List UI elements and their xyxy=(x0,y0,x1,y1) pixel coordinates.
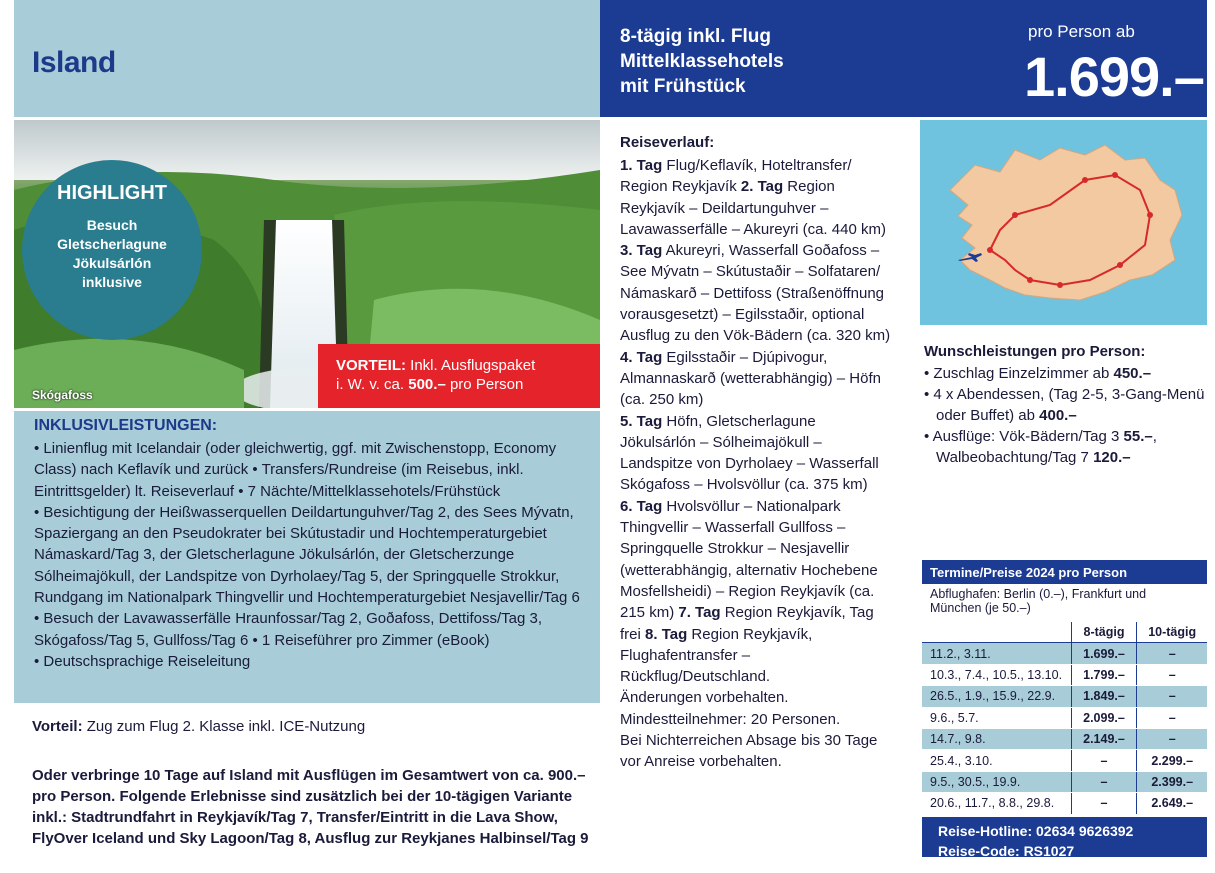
day-text: Egilsstaðir – Djúpivogur, Almannaskarð (wetterabhängig) – Höfn (ca. 250 km) xyxy=(620,348,881,409)
day-label: 7. Tag xyxy=(678,604,721,622)
wishes-list xyxy=(924,363,1209,468)
iceland-landmass xyxy=(950,145,1182,300)
wish-price: 400.– xyxy=(1039,407,1077,424)
price-10-cell: – xyxy=(1137,664,1207,685)
table-row xyxy=(922,793,1207,814)
hotline-number: Reise-Hotline: 02634 9626392 xyxy=(938,823,1134,839)
day-text: Region Reykjavík, Flughafentransfer – Rückflug/Deutschland. xyxy=(620,625,813,686)
feature-line: mit Frühstück xyxy=(620,76,746,97)
wish-text: • Zuschlag Einzelzimmer ab xyxy=(924,365,1110,382)
route-stop xyxy=(1027,277,1033,283)
inclusion-item: • Besuch der Lavawasserfälle Hraunfossar/Tag 2, Goðafoss, Dettifoss/Tag 3, Skógafoss/Tag 5, Gullfoss/Tag 6 • 1 Reiseführer pro Zimmer (eBook) xyxy=(34,610,543,649)
inclusions-list xyxy=(34,438,596,672)
table-header-row xyxy=(922,622,1207,643)
date-cell: 9.5., 30.5., 19.9. xyxy=(922,771,1071,792)
route-stop xyxy=(1082,177,1088,183)
inclusions-title: INKLUSIVLEISTUNGEN: xyxy=(34,417,218,434)
vorteil-label: VORTEIL: xyxy=(336,357,406,374)
day-label: 2. Tag xyxy=(740,178,784,196)
day-label: 1. Tag xyxy=(620,157,663,174)
itinerary-note: Mindestteilnehmer: 20 Personen. xyxy=(620,710,841,728)
highlight-title: HIGHLIGHT xyxy=(57,182,167,204)
day-text: Region Reykjavík, Tag frei xyxy=(620,604,874,643)
route-stop xyxy=(1117,262,1123,268)
day-label: 3. Tag xyxy=(620,242,663,260)
inclusion-item: • Deutschsprachige Reiseleitung xyxy=(34,652,251,670)
itinerary-note: Änderungen vorbehalten. xyxy=(620,689,789,707)
day-label: 5. Tag xyxy=(620,412,663,430)
price-table-title: Termine/Preise 2024 pro Person xyxy=(930,565,1128,580)
price-10-cell: 2.299.– xyxy=(1137,750,1207,771)
day-label: 8. Tag xyxy=(645,625,688,643)
route-stop xyxy=(1057,282,1063,288)
itinerary-days xyxy=(620,155,894,240)
col-8-header: 8-tägig xyxy=(1071,622,1137,643)
price-10-cell: 2.399.– xyxy=(1137,771,1207,792)
inclusion-item: • Besichtigung der Heißwasserquellen Deildartunguhver/Tag 2, des Sees Mývatn, Spaziergang an den Pseudokrater bei Skútustadir und Hochtemperaturgebiet Námaskard/Tag 3, der Gletscherlagune Jökulsárlón, der Gletscherzunge Sólheimajökull, der Landspitze von Dyrholaey/Tag 5, der Springquelle Strokkur, Rundgang im Nationalpark Thingvellir und Hochtemperaturgebiet Nesjavellir/Tag 6 xyxy=(34,503,580,607)
itinerary-body xyxy=(620,155,894,773)
price-10-cell: 2.649.– xyxy=(1137,793,1207,814)
price-8-cell: 1.849.– xyxy=(1071,686,1137,707)
vorteil-amount: 500.– xyxy=(408,376,446,393)
table-row xyxy=(922,707,1207,728)
route-stop xyxy=(1112,172,1118,178)
price-8-cell: 1.699.– xyxy=(1071,643,1137,664)
photo-caption: Skógafoss xyxy=(32,388,93,402)
rail-advantage-label: Vorteil: xyxy=(32,718,83,735)
rail-advantage-text: Zug zum Flug 2. Klasse inkl. ICE-Nutzung xyxy=(86,718,366,735)
wish-price: 120.– xyxy=(1093,449,1131,466)
date-cell: 26.5., 1.9., 15.9., 22.9. xyxy=(922,686,1071,707)
feature-line: Mittelklassehotels xyxy=(620,51,784,72)
price-8-cell: – xyxy=(1071,793,1137,814)
route-stop xyxy=(1147,212,1153,218)
page-title: Island xyxy=(32,46,116,79)
day-text: Hvolsvöllur – Nationalpark Thingvellir – Wasserfall Gullfoss – Springquelle Strokkur – Nesjavellir (wetterabhängig, alternativ Hochebene Mosfellsheidi) – Region Reykjavík (ca. 215 km) xyxy=(620,497,878,622)
price-8-cell: – xyxy=(1071,750,1137,771)
price-10-cell: – xyxy=(1137,728,1207,749)
wish-text: • Ausflüge: Vök-Bädern/Tag 3 xyxy=(924,428,1120,445)
price-10-cell: – xyxy=(1137,643,1207,664)
route-stop xyxy=(987,247,993,253)
price-8-cell: 2.099.– xyxy=(1071,707,1137,728)
day-text: Flug/Keflavík, Hoteltransfer/ Region Reykjavík xyxy=(620,157,852,196)
price-10-cell: – xyxy=(1137,707,1207,728)
wish-item xyxy=(924,363,1209,384)
iceland-route-map xyxy=(920,120,1207,325)
wish-price: 450.– xyxy=(1113,365,1152,382)
price-table xyxy=(922,622,1207,815)
vorteil-text-2: i. W. v. ca. xyxy=(336,376,405,393)
wish-item xyxy=(924,426,1209,468)
hotline-box xyxy=(922,817,1207,857)
day-label: 6. Tag xyxy=(620,497,663,515)
table-row xyxy=(922,771,1207,792)
itinerary-days xyxy=(620,496,894,688)
day-text: Region Reykjavík – Deildartunguhver – Lavawasserfälle – Akureyri (ca. 440 km) xyxy=(620,178,886,238)
highlight-text: Besuch Gletscherlagune Jökulsárlón inklusive xyxy=(57,217,167,290)
vorteil-badge xyxy=(318,344,600,408)
table-row xyxy=(922,664,1207,685)
itinerary-days xyxy=(620,411,894,496)
price-8-cell: 2.149.– xyxy=(1071,728,1137,749)
trip-features xyxy=(620,24,784,99)
price-label: pro Person ab xyxy=(1028,22,1135,41)
itinerary-note: Bei Nichterreichen Absage bis 30 Tage vor Anreise vorbehalten. xyxy=(620,732,878,771)
price-value: 1.699.– xyxy=(1024,45,1204,108)
price-8-cell: 1.799.– xyxy=(1071,664,1137,685)
wish-price: 55.– xyxy=(1123,428,1153,445)
feature-line: 8-tägig inkl. Flug xyxy=(620,26,771,47)
travel-code: Reise-Code: RS1027 xyxy=(938,843,1075,859)
date-cell: 20.6., 11.7., 8.8., 29.8. xyxy=(922,793,1071,814)
wish-text: , Walbeobachtung/Tag 7 xyxy=(936,428,1157,466)
route-stop xyxy=(1012,212,1018,218)
table-row xyxy=(922,750,1207,771)
day-text: Akureyri, Wasserfall Goðafoss – See Mývatn – Skútustaðir – Solfataren/ Námaskarð – Dettifoss (Straßenöffnung vorausgesetzt) – Egilsstaðir, optional Ausflug zu den Vök-Bädern (ca. 320 km) xyxy=(620,242,891,345)
table-row xyxy=(922,728,1207,749)
wish-text: • 4 x Abendessen, (Tag 2-5, 3-Gang-Menü oder Buffet) ab xyxy=(924,386,1205,424)
dates-column-header xyxy=(922,622,1071,643)
table-row xyxy=(922,643,1207,664)
day-text: Höfn, Gletscherlagune Jökulsárlón – Sólheimajökull – Landspitze von Dyrholaey – Wasserfall Skógafoss – Hvolsvöllur (ca. 375 km) xyxy=(620,412,879,494)
date-cell: 9.6., 5.7. xyxy=(922,707,1071,728)
date-cell: 10.3., 7.4., 10.5., 13.10. xyxy=(922,664,1071,685)
price-table-header xyxy=(922,560,1207,584)
date-cell: 14.7., 9.8. xyxy=(922,728,1071,749)
price-10-cell: – xyxy=(1137,686,1207,707)
itinerary-title: Reiseverlauf: xyxy=(620,134,715,151)
ten-day-offer: Oder verbringe 10 Tage auf Island mit Ausflügen im Gesamtwert von ca. 900.– pro Person. Folgende Erlebnisse sind zusätzlich bei der 10-tägigen Variante inkl.: Stadtrundfahrt in Reykjavík/Tag 7, Transfer/Eintritt in die Lava Show, FlyOver Iceland und Sky Lagoon/Tag 8, Ausflug zur Reykjanes Halbinsel/Tag 9 xyxy=(32,767,589,847)
date-cell: 25.4., 3.10. xyxy=(922,750,1071,771)
price-8-cell: – xyxy=(1071,771,1137,792)
wish-item xyxy=(924,384,1209,426)
day-label: 4. Tag xyxy=(620,348,663,366)
table-row xyxy=(922,686,1207,707)
wishes-title: Wunschleistungen pro Person: xyxy=(924,343,1146,360)
highlight-badge xyxy=(22,160,202,340)
departure-note: Abflughafen: Berlin (0.–), Frankfurt und München (je 50.–) xyxy=(930,587,1147,615)
itinerary-days xyxy=(620,240,894,410)
col-10-header: 10-tägig xyxy=(1137,622,1207,643)
vorteil-text-3: pro Person xyxy=(449,376,524,393)
date-cell: 11.2., 3.11. xyxy=(922,643,1071,664)
vorteil-text-1: Inkl. Ausflugspaket xyxy=(410,357,536,374)
inclusion-item: • Linienflug mit Icelandair (oder gleichwertig, ggf. mit Zwischenstopp, Economy Class) nach Keflavík und zurück • Transfers/Rundreise (im Reisebus, inkl. Eintrittsgelder) lt. Reiseverlauf • 7 Nächte/Mittelklassehotels/Frühstück xyxy=(34,440,557,500)
rail-advantage xyxy=(32,718,365,735)
